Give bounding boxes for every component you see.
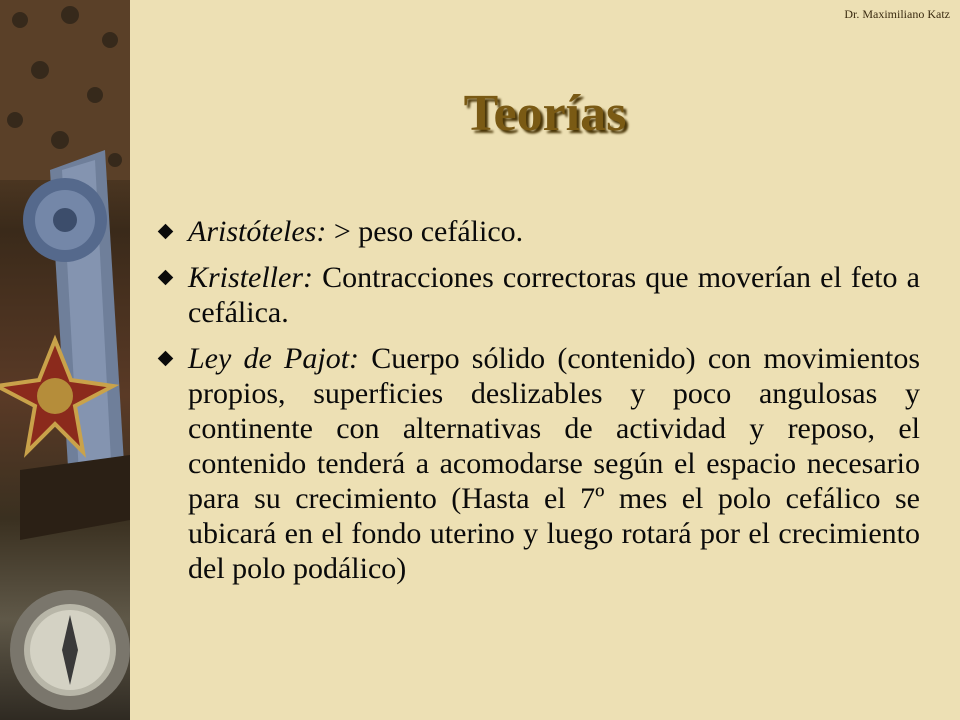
bullet-item [160, 214, 920, 249]
diamond-bullet-icon [158, 351, 174, 367]
bullet-text: Cuerpo sólido (contenido) con movimientos propios, superficies deslizables y poco angulosas y continente con alternativas de actividad y reposo, el contenido tenderá a acomodarse según el espacio necesario para su crecimiento (Hasta el 7º mes el polo cefálico se ubicará en el fondo uterino y luego rotará por el crecimiento del polo podálico) [188, 342, 921, 585]
bullet-name: Aristóteles: [188, 215, 327, 248]
bullet-list [160, 214, 920, 597]
bullet-name: Ley de Pajot: [188, 342, 360, 375]
bullet-name: Kristeller: [188, 261, 313, 294]
bullet-item [160, 260, 920, 330]
slide-title: Teorías [463, 85, 627, 142]
diamond-bullet-icon [158, 270, 174, 286]
bullet-text: Contracciones correctoras que moverían el feto a cefálica. [188, 261, 920, 329]
author-credit: Dr. Maximiliano Katz [844, 7, 950, 21]
decorative-photo-strip [0, 0, 130, 720]
diamond-bullet-icon [158, 224, 174, 240]
bullet-text: > peso cefálico. [326, 215, 524, 248]
bullet-item [160, 341, 920, 586]
medals-illustration [0, 0, 130, 720]
